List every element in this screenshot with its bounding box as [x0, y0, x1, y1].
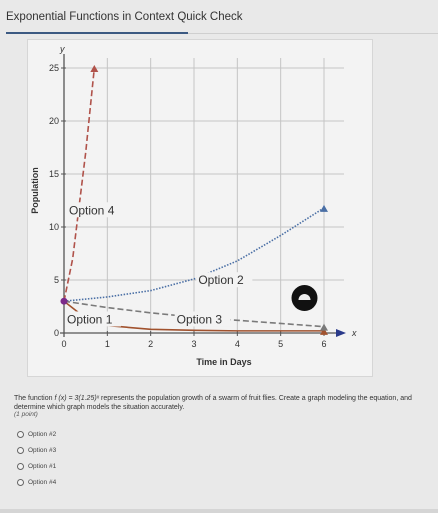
- label-option-4: Option 4: [69, 203, 115, 218]
- y-tick-label: 0: [53, 328, 59, 338]
- x-tick-label: 4: [234, 339, 240, 349]
- chart: [28, 40, 372, 376]
- title-underline: [6, 32, 188, 34]
- radio-button[interactable]: [17, 463, 24, 470]
- question-text: The function f (x) = 3(1.25)ˣ represents the population growth of a swarm of fruit flies. Create a graph modeling the equation, and determine which graph models the situation accurately.: [14, 395, 412, 411]
- x-tick-label: 1: [104, 339, 110, 349]
- x-tick-label: 2: [148, 339, 154, 349]
- y-tick-label: 15: [48, 169, 59, 179]
- choice-option-2[interactable]: Option #2: [17, 431, 56, 438]
- x-tick-label: 5: [278, 339, 284, 349]
- x-tick-label: 3: [191, 339, 197, 349]
- x-axis-symbol: x: [352, 328, 357, 338]
- x-axis-title: Time in Days: [196, 357, 252, 367]
- y-tick-label: 20: [48, 116, 59, 126]
- label-option-1: Option 1: [67, 312, 113, 327]
- radio-button[interactable]: [17, 447, 24, 454]
- bottom-bar: [0, 509, 438, 513]
- y-tick-label: 5: [53, 275, 59, 285]
- choice-option-3[interactable]: Option #3: [17, 447, 56, 454]
- points-label: (1 point): [14, 411, 38, 418]
- function-formula: f (x) = 3(1.25)ˣ: [54, 395, 100, 402]
- y-axis-symbol: y: [60, 44, 65, 54]
- divider: [188, 33, 438, 34]
- page-title: Exponential Functions in Context Quick Check: [6, 11, 243, 23]
- x-axis-arrow: [336, 329, 346, 337]
- series-option-4-line: [64, 68, 94, 301]
- y-axis-title: Population: [30, 167, 40, 214]
- choice-option-4[interactable]: Option #4: [17, 479, 56, 486]
- label-option-3: Option 3: [176, 312, 223, 327]
- y-tick-label: 10: [48, 222, 59, 232]
- y-tick-label: 25: [48, 63, 59, 73]
- series-option-3-arrow: [320, 324, 328, 331]
- label-option-2: Option 2: [198, 273, 244, 288]
- x-tick-label: 6: [321, 339, 327, 349]
- series-option-2-arrow: [320, 205, 328, 212]
- chart-frame: [27, 39, 373, 377]
- start-point: [61, 298, 68, 305]
- radio-button[interactable]: [17, 431, 24, 438]
- choice-option-1[interactable]: Option #1: [17, 463, 56, 470]
- radio-button[interactable]: [17, 479, 24, 486]
- x-tick-label: 0: [61, 339, 67, 349]
